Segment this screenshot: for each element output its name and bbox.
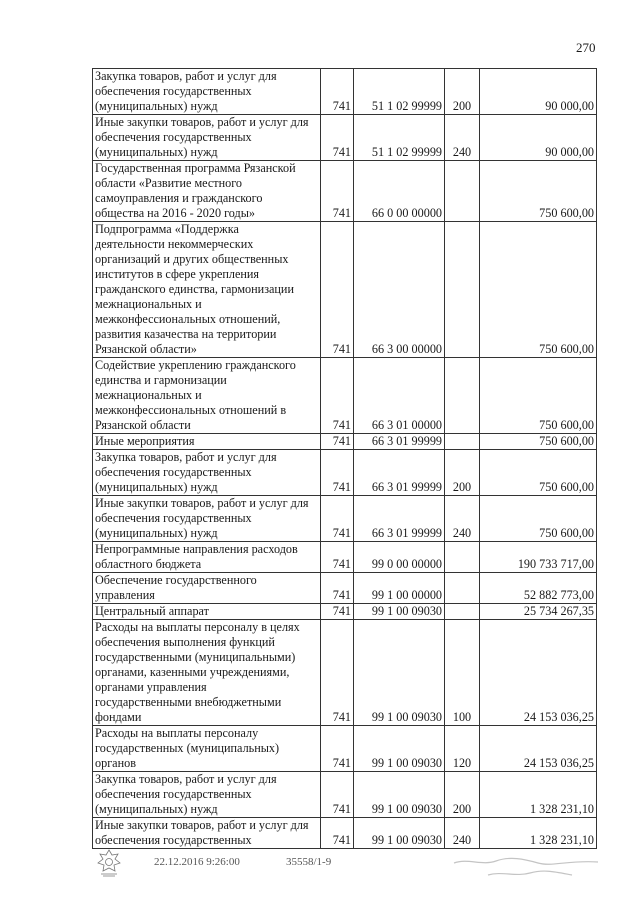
table-row	[93, 450, 597, 496]
row-expense-type-code: 200	[445, 772, 480, 818]
table-row	[93, 573, 597, 604]
row-department-code: 741	[321, 604, 354, 620]
budget-table	[92, 68, 597, 849]
row-target-item-code: 99 1 00 09030	[354, 818, 445, 849]
row-description: Государственная программа Рязанской области «Развитие местного самоуправления и гражданского общества на 2016 - 2020 годы»	[93, 161, 321, 222]
row-department-code: 741	[321, 434, 354, 450]
page-number: 270	[576, 40, 596, 55]
row-amount: 750 600,00	[480, 358, 597, 434]
row-target-item-code: 99 1 00 09030	[354, 604, 445, 620]
row-expense-type-code	[445, 222, 480, 358]
row-department-code: 741	[321, 222, 354, 358]
row-target-item-code: 99 1 00 09030	[354, 772, 445, 818]
row-department-code: 741	[321, 573, 354, 604]
row-amount: 750 600,00	[480, 161, 597, 222]
row-description: Иные мероприятия	[93, 434, 321, 450]
row-amount: 1 328 231,10	[480, 818, 597, 849]
row-department-code: 741	[321, 726, 354, 772]
row-target-item-code: 99 1 00 00000	[354, 573, 445, 604]
table-row	[93, 496, 597, 542]
row-expense-type-code: 200	[445, 450, 480, 496]
row-expense-type-code: 120	[445, 726, 480, 772]
row-target-item-code: 99 1 00 09030	[354, 726, 445, 772]
row-amount: 90 000,00	[480, 69, 597, 115]
row-description: Иные закупки товаров, работ и услуг для обеспечения государственных (муниципальных) нужд	[93, 496, 321, 542]
table-row	[93, 434, 597, 450]
row-description: Расходы на выплаты персоналу государственных (муниципальных) органов	[93, 726, 321, 772]
row-amount: 25 734 267,35	[480, 604, 597, 620]
row-expense-type-code: 200	[445, 69, 480, 115]
row-department-code: 741	[321, 542, 354, 573]
row-department-code: 741	[321, 772, 354, 818]
row-target-item-code: 66 3 01 99999	[354, 434, 445, 450]
row-amount: 750 600,00	[480, 450, 597, 496]
row-amount: 52 882 773,00	[480, 573, 597, 604]
row-amount: 24 153 036,25	[480, 620, 597, 726]
row-expense-type-code	[445, 573, 480, 604]
table-row	[93, 542, 597, 573]
faint-signature-stamp	[448, 855, 608, 881]
row-target-item-code: 99 1 00 09030	[354, 620, 445, 726]
row-description: Закупка товаров, работ и услуг для обеспечения государственных (муниципальных) нужд	[93, 450, 321, 496]
footer-doc-number: 35558/1-9	[286, 856, 332, 868]
row-department-code: 741	[321, 161, 354, 222]
table-row	[93, 818, 597, 849]
row-amount: 190 733 717,00	[480, 542, 597, 573]
row-description: Закупка товаров, работ и услуг для обеспечения государственных (муниципальных) нужд	[93, 69, 321, 115]
row-amount: 750 600,00	[480, 222, 597, 358]
row-target-item-code: 66 3 00 00000	[354, 222, 445, 358]
row-description: Подпрограмма «Поддержка деятельности некоммерческих организаций и других общественных институтов в сфере укрепления гражданского единства, гармонизации межнациональных и межконфессиональных отношений, развития казачества на территории Рязанской области»	[93, 222, 321, 358]
row-department-code: 741	[321, 818, 354, 849]
row-description: Расходы на выплаты персоналу в целях обеспечения выполнения функций государственными (муниципальными) органами, казенными учреждениями, органами управления государственными внебюджетными фондами	[93, 620, 321, 726]
row-amount: 750 600,00	[480, 496, 597, 542]
row-expense-type-code	[445, 434, 480, 450]
row-description: Обеспечение государственного управления	[93, 573, 321, 604]
row-description: Центральный аппарат	[93, 604, 321, 620]
row-target-item-code: 66 0 00 00000	[354, 161, 445, 222]
row-amount: 750 600,00	[480, 434, 597, 450]
budget-table-body	[93, 69, 597, 849]
row-description: Содействие укреплению гражданского единства и гармонизации межнациональных и межконфессиональных отношений в Рязанской области	[93, 358, 321, 434]
row-target-item-code: 51 1 02 99999	[354, 115, 445, 161]
row-expense-type-code	[445, 358, 480, 434]
table-row	[93, 358, 597, 434]
row-expense-type-code	[445, 604, 480, 620]
row-expense-type-code: 100	[445, 620, 480, 726]
row-expense-type-code: 240	[445, 818, 480, 849]
footer-timestamp: 22.12.2016 9:26:00	[154, 856, 240, 868]
row-target-item-code: 66 3 01 99999	[354, 450, 445, 496]
row-department-code: 741	[321, 450, 354, 496]
row-target-item-code: 99 0 00 00000	[354, 542, 445, 573]
row-target-item-code: 66 3 01 99999	[354, 496, 445, 542]
table-row	[93, 772, 597, 818]
row-expense-type-code	[445, 161, 480, 222]
row-amount: 90 000,00	[480, 115, 597, 161]
table-row	[93, 161, 597, 222]
row-department-code: 741	[321, 496, 354, 542]
table-row	[93, 604, 597, 620]
table-row	[93, 726, 597, 772]
row-description: Закупка товаров, работ и услуг для обеспечения государственных (муниципальных) нужд	[93, 772, 321, 818]
row-description: Иные закупки товаров, работ и услуг для обеспечения государственных (муниципальных) нужд	[93, 115, 321, 161]
row-department-code: 741	[321, 69, 354, 115]
emblem-stamp-icon	[96, 848, 122, 878]
row-department-code: 741	[321, 620, 354, 726]
row-amount: 24 153 036,25	[480, 726, 597, 772]
row-description: Непрограммные направления расходов областного бюджета	[93, 542, 321, 573]
row-department-code: 741	[321, 358, 354, 434]
table-row	[93, 222, 597, 358]
table-row	[93, 115, 597, 161]
row-target-item-code: 51 1 02 99999	[354, 69, 445, 115]
row-department-code: 741	[321, 115, 354, 161]
table-row	[93, 620, 597, 726]
row-target-item-code: 66 3 01 00000	[354, 358, 445, 434]
row-description: Иные закупки товаров, работ и услуг для обеспечения государственных	[93, 818, 321, 849]
row-amount: 1 328 231,10	[480, 772, 597, 818]
row-expense-type-code	[445, 542, 480, 573]
table-row	[93, 69, 597, 115]
row-expense-type-code: 240	[445, 115, 480, 161]
row-expense-type-code: 240	[445, 496, 480, 542]
